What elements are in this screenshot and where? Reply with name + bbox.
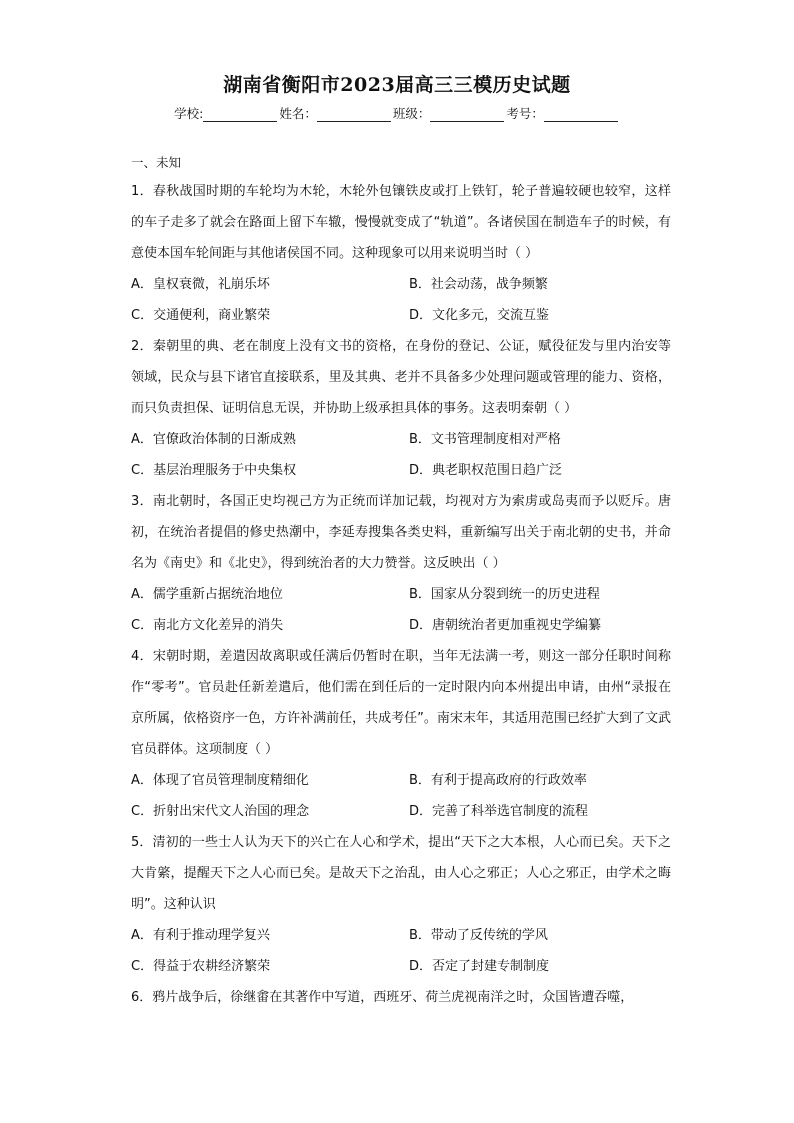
- question-3: [131, 486, 671, 641]
- question-6: [131, 982, 671, 1013]
- school-blank[interactable]: [203, 109, 277, 122]
- question-stem: 1．春秋战国时期的车轮均为木轮，木轮外包镶铁皮或打上铁钉，轮子普遍较硬也较窄，这样的车子走多了就会在路面上留下车辙，慢慢就变成了“轨道”。各诸侯国在制造车子的时候，有意使本国车轮间距与其他诸侯国不同。这种现象可以用来说明当时（ ）: [131, 184, 671, 261]
- question-4: [131, 641, 671, 827]
- question-5: [131, 827, 671, 982]
- option-d[interactable]: D．完善了科举选官制度的流程: [409, 804, 589, 819]
- option-d[interactable]: D．文化多元，交流互鉴: [409, 308, 550, 323]
- option-c[interactable]: C．得益于农耕经济繁荣: [131, 959, 271, 974]
- name-blank[interactable]: [317, 109, 391, 122]
- option-group: [131, 269, 671, 331]
- option-b[interactable]: B．社会动荡，战争频繁: [409, 277, 548, 292]
- option-a[interactable]: A．体现了官员管理制度精细化: [131, 773, 309, 788]
- option-a[interactable]: A．有利于推动理学复兴: [131, 928, 270, 943]
- question-stem: 3．南北朝时，各国正史均视己方为正统而详加记载，均视对方为索虏或岛夷而予以贬斥。唐初，在统治者提倡的修史热潮中，李延寿搜集各类史料，重新编写出关于南北朝的史书，并命名为《南史》和《北史》，得到统治者的大力赞誉。这反映出（ ）: [131, 494, 671, 571]
- option-c[interactable]: C．南北方文化差异的消失: [131, 618, 284, 633]
- question-list: [131, 150, 671, 1013]
- section-heading: 一、未知: [131, 155, 182, 170]
- option-a[interactable]: A．皇权衰微，礼崩乐坏: [131, 277, 270, 292]
- option-group: [131, 424, 671, 486]
- option-d[interactable]: D．否定了封建专制制度: [409, 959, 550, 974]
- exam-number-label: 考号：: [506, 106, 544, 121]
- exam-number-blank[interactable]: [544, 109, 618, 122]
- question-1: [131, 176, 671, 331]
- question-2: [131, 331, 671, 486]
- option-c[interactable]: C．折射出宋代文人治国的理念: [131, 804, 310, 819]
- option-b[interactable]: B．国家从分裂到统一的历史进程: [409, 587, 600, 602]
- class-blank[interactable]: [430, 109, 504, 122]
- question-stem: 5．清初的一些士人认为天下的兴亡在人心和学术，提出“天下之大本根，人心而已矣。天下之大肯綮，提醒天下之人心而已矣。是故天下之治乱，由人心之邪正；人心之邪正，由学术之晦明”。这种认识: [131, 835, 671, 912]
- option-a[interactable]: A．官僚政治体制的日渐成熟: [131, 432, 296, 447]
- option-b[interactable]: B．带动了反传统的学风: [409, 928, 548, 943]
- option-a[interactable]: A．儒学重新占据统治地位: [131, 587, 283, 602]
- student-info-line: [0, 104, 794, 122]
- name-label: 姓名：: [279, 106, 317, 121]
- school-label: 学校:: [174, 106, 204, 121]
- option-group: [131, 579, 671, 641]
- option-group: [131, 765, 671, 827]
- question-stem: 2．秦朝里的典、老在制度上没有文书的资格，在身份的登记、公证，赋役征发与里内治安等领域，民众与县下诸官直接联系，里及其典、老并不具备多少处理问题或管理的能力、资格，而只负责担保、证明信息无误，并协助上级承担具体的事务。这表明秦朝（ ）: [131, 339, 671, 416]
- page-title: 湖南省衡阳市2023届高三三模历史试题: [223, 74, 571, 96]
- option-c[interactable]: C．基层治理服务于中央集权: [131, 463, 297, 478]
- option-b[interactable]: B．有利于提高政府的行政效率: [409, 773, 587, 788]
- option-c[interactable]: C．交通便利，商业繁荣: [131, 308, 271, 323]
- question-stem: 4．宋朝时期，差遣因故离职或任满后仍暂时在职，当年无法满一考，则这一部分任职时间称作“零考”。官员赴任新差遣后，他们需在到任后的一定时限内向本州提出申请，由州“录报在京所属，依格资序一色，方许补满前任，共成考任”。南宋末年，其适用范围已经扩大到了文武官员群体。这项制度（ ）: [131, 649, 671, 757]
- question-stem: 6．鸦片战争后，徐继畬在其著作中写道，西班牙、荷兰虎视南洋之时，众国皆遭吞噬，: [131, 990, 634, 1005]
- option-d[interactable]: D．唐朝统治者更加重视史学编纂: [409, 618, 602, 633]
- option-b[interactable]: B．文书管理制度相对严格: [409, 432, 561, 447]
- class-label: 班级：: [392, 106, 431, 121]
- option-group: [131, 920, 671, 982]
- option-d[interactable]: D．典老职权范围日趋广泛: [409, 463, 563, 478]
